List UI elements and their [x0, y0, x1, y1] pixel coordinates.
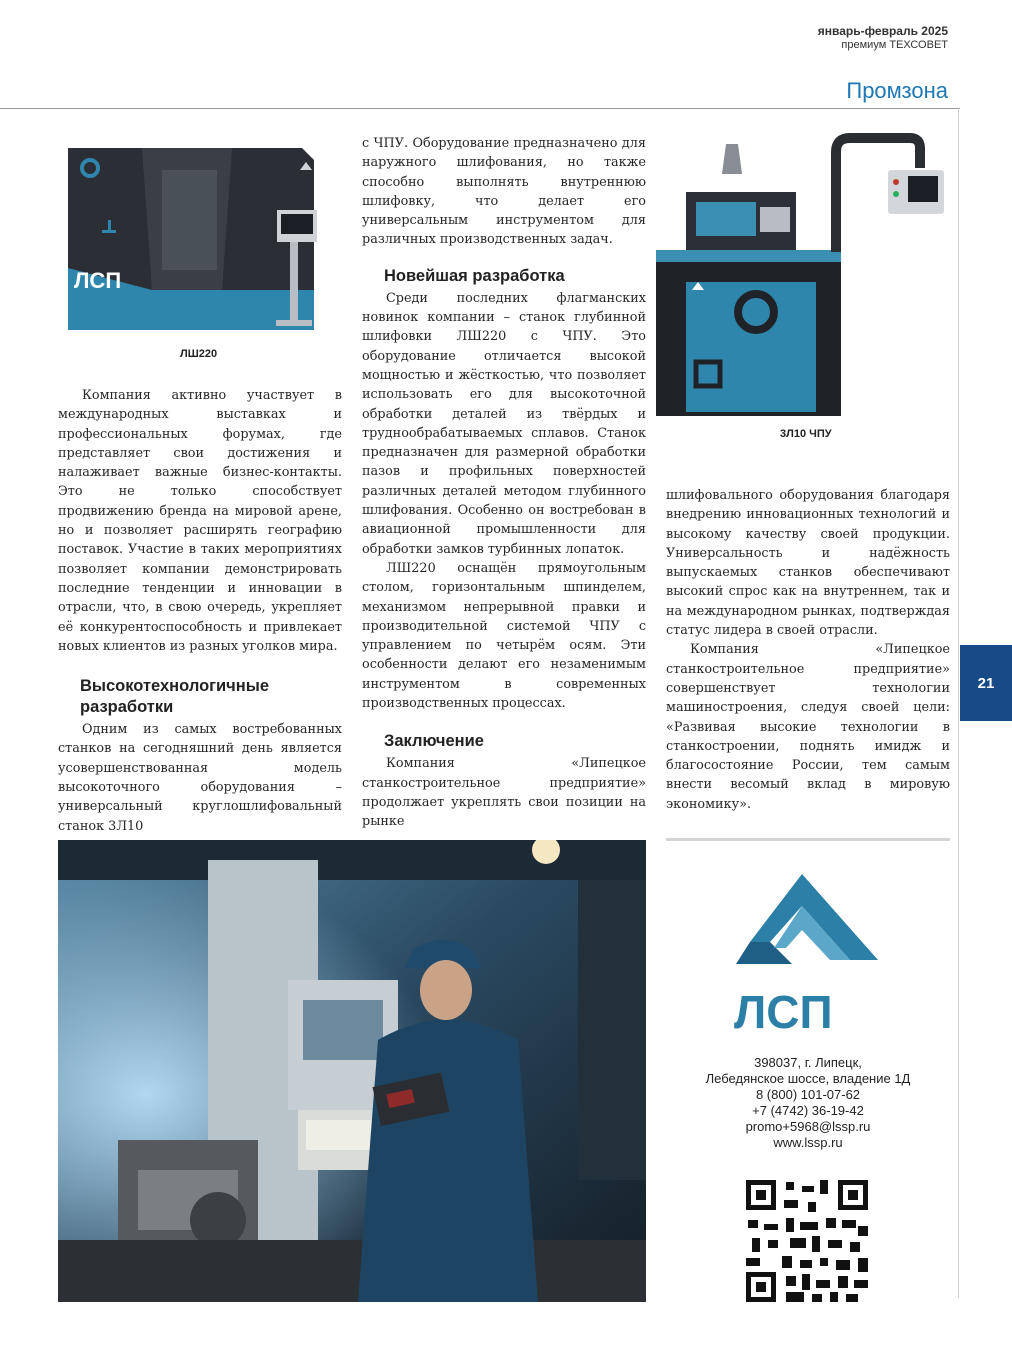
magazine-name: премиум ТЕХСОВЕТ — [841, 39, 948, 51]
contact-address-city: 398037, г. Липецк, — [754, 1055, 862, 1070]
col2-paragraph-0: с ЧПУ. Оборудование предназначено для наружного шлифования, но также способно выполнять внутреннюю шлифовку, что делает его универсальным инструментом для различных производственных задач. — [362, 136, 646, 248]
article-column-3 — [666, 486, 950, 814]
qr-code-graphic — [746, 1180, 868, 1302]
contact-email: promo+5968@lssp.ru — [745, 1119, 871, 1134]
caption-3l10: 3Л10 ЧПУ — [780, 428, 832, 440]
company-logo — [730, 872, 886, 1032]
contact-block — [666, 1055, 950, 1151]
worker-at-cnc-illustration — [58, 840, 646, 1302]
col1-paragraph-2: Одним из самых востребованных станков на сегодняшний день является усовершенствованная модель высокоточного оборудования – универсальный круглошлифовальный станок 3Л10 — [58, 722, 342, 834]
machine-3l10-illustration — [656, 132, 952, 416]
col3-paragraph-0: шлифовального оборудования благодаря внедрению инновационных технологий и высокому качеству своей продукции. Универсальность и надёжность выпускаемых станков обеспечивают высокий спрос как на внутреннем, так и на международном рынках, подтверждая статус лидера в своей отрасли. — [666, 488, 950, 639]
machine-lsh220-logo: ЛСП — [74, 268, 122, 293]
section-title: Промзона — [846, 78, 948, 103]
contact-address-street: Лебедянское шоссе, владение 1Д — [705, 1071, 911, 1086]
contacts-divider — [666, 838, 950, 841]
heading-high-tech: Высокотехнологичные разработки — [80, 677, 269, 717]
col2-paragraph-2: ЛШ220 оснащён прямоугольным столом, горизонтальным шпинделем, механизмом непрерывной правки и производительной системой ЧПУ с управлением по четырём осям. Эти особенности делают его незаменимым инструментом в современных производственных процессах. — [362, 560, 646, 712]
header-divider — [0, 108, 960, 109]
caption-lsh220: ЛШ220 — [180, 348, 218, 360]
col2-paragraph-1: Среди последних флагманских новинок компании – станок глубинной шлифовки ЛШ220 с ЧПУ. Это оборудование отличается высокой мощностью и жёсткостью, что позволяет использовать его для высокоточной обработки деталей из твёрдых и труднообрабатываемых сплавов. Станок предназначен для размерной обработки пазов и профильных поверхностей различных деталей методом глубинного шлифования. Особенно он востребован в авиационной промышленности для обработки замков турбинных лопаток. — [362, 290, 646, 557]
machine-photo-lsh220 — [62, 140, 332, 340]
col2-paragraph-3: Компания «Липецкое станкостроительное предприятие» продолжает укреплять свои позиции на рынке — [362, 756, 646, 830]
company-logo-text: ЛСП — [734, 986, 833, 1032]
qr-code — [746, 1180, 868, 1302]
col1-paragraph-1: Компания активно участвует в международных выставках и профессиональных форумах, где представляет свои достижения и налаживает важные бизнес-контакты. Это не только способствует продвижению бренда на мировой арене, но и позволяет расширять географию поставок. Участие в таких мероприятиях позволяет компании демонстрировать последние тенденции и инновации в отрасли, что, в свою очередь, укрепляет её конкурентоспособность и привлекает новых клиентов из разных уголков мира. — [58, 388, 342, 654]
heading-newest-development: Новейшая разработка — [384, 266, 565, 285]
margin-divider — [958, 108, 959, 1298]
page-number: 21 — [960, 645, 1012, 721]
contact-website: www.lssp.ru — [773, 1135, 843, 1150]
machine-photo-3l10 — [656, 132, 952, 416]
machine-lsh220-illustration — [62, 140, 332, 340]
workshop-photo — [58, 840, 646, 1302]
heading-conclusion: Заключение — [384, 732, 484, 751]
contact-phone-local: +7 (4742) 36-19-42 — [752, 1103, 864, 1118]
issue-date: январь-февраль 2025 — [817, 24, 948, 38]
article-column-2 — [362, 134, 646, 832]
company-logo-mark — [730, 872, 886, 1032]
col3-paragraph-1: Компания «Липецкое станкостроительное предприятие» совершенствует технологии машиностроения, следуя своей цели: «Развивая высокие технологии в станкостроении, поднять имидж и благосостояние России, тем самым внести весомый вклад в мировую экономику». — [666, 642, 950, 812]
article-column-1 — [58, 386, 342, 836]
contact-phone-free: 8 (800) 101-07-62 — [755, 1087, 861, 1102]
issue-header — [818, 24, 948, 52]
